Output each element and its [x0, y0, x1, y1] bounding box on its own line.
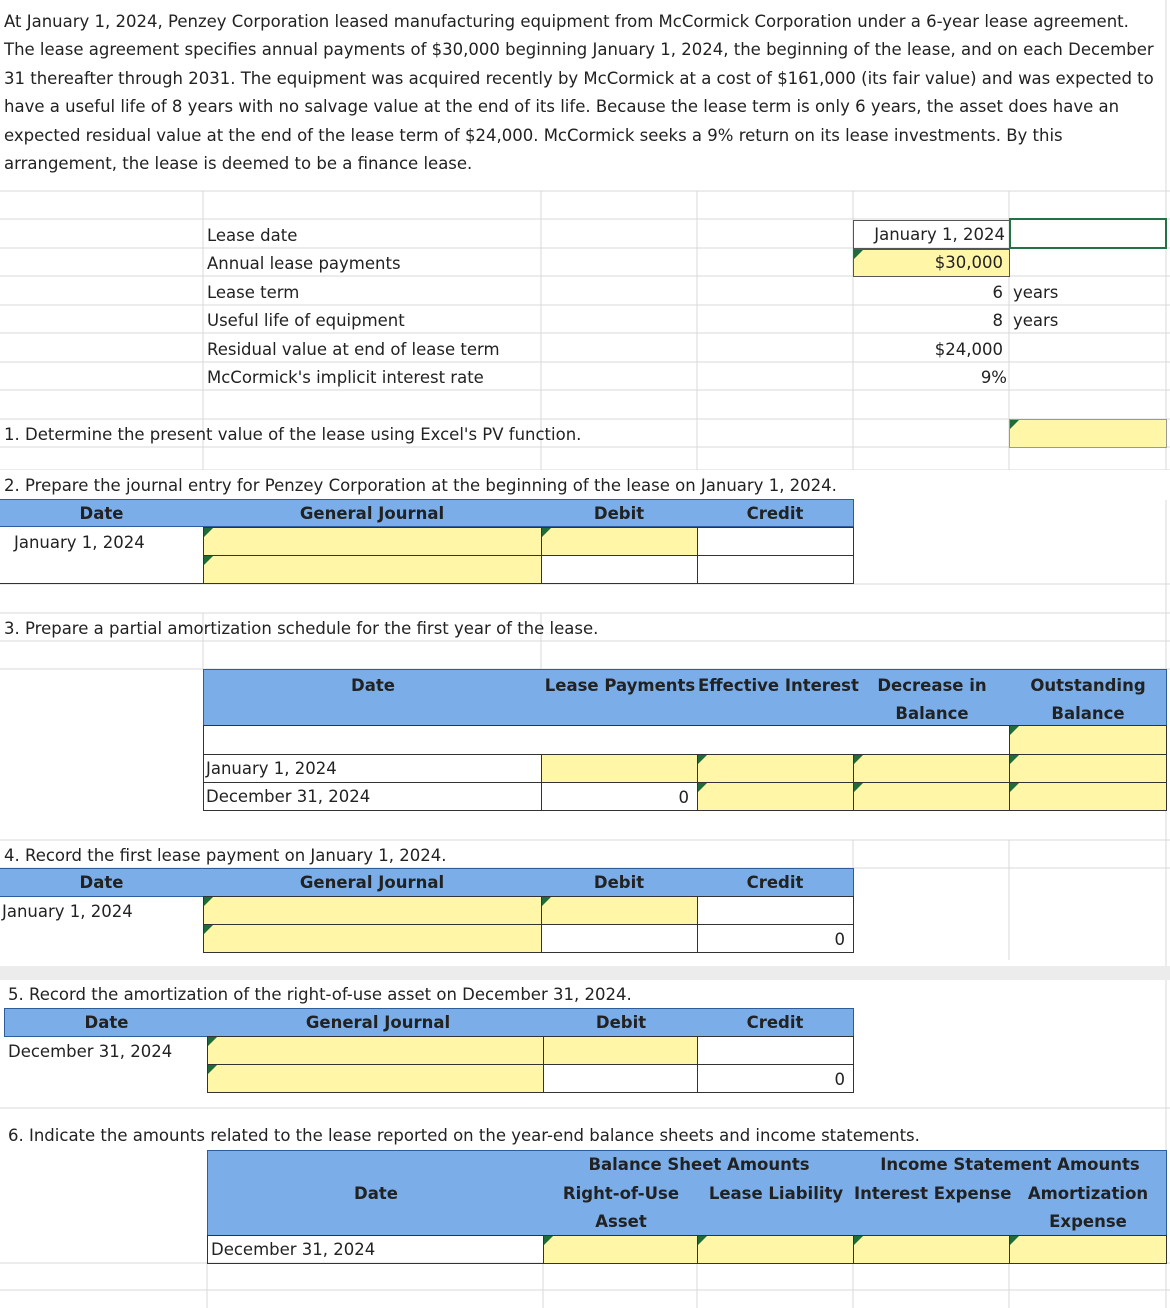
q3-row-1-balance-input[interactable] [1009, 754, 1167, 783]
q6-h-date: Date [354, 1184, 398, 1203]
q2-credit-1-cell[interactable] [697, 527, 854, 556]
q5-credit-2-zero: 0 [834, 1070, 845, 1089]
q6-amortization-expense-input[interactable] [1009, 1235, 1167, 1264]
q6-header [207, 1150, 1167, 1236]
q6-text: 6. Indicate the amounts related to the lease reported on the year-end balance sheets and income statements. [8, 1126, 920, 1145]
q5-debit-1-input[interactable] [543, 1036, 698, 1065]
q4-account-2-input[interactable] [203, 924, 542, 953]
q2-text: 2. Prepare the journal entry for Penzey Corporation at the beginning of the lease on January 1, 2024. [4, 476, 837, 495]
q4-text: 4. Record the first lease payment on January 1, 2024. [4, 846, 447, 865]
q6-h-rou-2: Asset [595, 1212, 647, 1231]
active-cell-selection[interactable] [1009, 218, 1167, 249]
q5-account-2-input[interactable] [207, 1064, 544, 1093]
rate-value: 9% [980, 368, 1007, 387]
q4-h-date: Date [79, 873, 124, 892]
q5-header-row [4, 1008, 854, 1037]
q3-row-2-decrease-input[interactable] [853, 782, 1010, 811]
problem-statement: At January 1, 2024, Penzey Corporation leased manufacturing equipment from McCormick Corporation under a 6-year lease agreement. The lease agreement specifies annual payments of $30,000 beginning January 1, 2024, the beginning of the lease, and on each December 31 thereafter through 2031. The equipment was acquired recently by McCormick at a cost of $161,000 (its fair value) and was expected to have a useful life of 8 years with no salvage value at the end of its life. Because the lease term is only 6 years, the asset does have an expected residual value at the end of the lease term of $24,000. McCormick seeks a 9% return on its lease investments. By this arrangement, the lease is deemed to be a finance lease. [4, 12, 1154, 174]
q4-h-debit: Debit [593, 873, 645, 892]
q6-interest-expense-input[interactable] [853, 1235, 1010, 1264]
q6-lease-liability-input[interactable] [697, 1235, 854, 1264]
q2-h-debit: Debit [593, 504, 645, 523]
section-divider [0, 966, 1170, 980]
payments-label: Annual lease payments [207, 254, 401, 273]
q6-date-cell [207, 1235, 544, 1264]
q2-debit-2-cell[interactable] [541, 555, 698, 584]
q5-h-date: Date [84, 1013, 129, 1032]
q3-text: 3. Prepare a partial amortization schedule for the first year of the lease. [4, 619, 599, 638]
q6-rou-asset-input[interactable] [543, 1235, 698, 1264]
q1-text: 1. Determine the present value of the lease using Excel's PV function. [4, 425, 582, 444]
q3-h-payments: Lease Payments [544, 676, 696, 695]
q2-date: January 1, 2024 [14, 533, 145, 552]
q3-row-1-date-cell [203, 754, 542, 783]
q5-debit-2-cell[interactable] [543, 1064, 698, 1093]
q3-h-decrease-2: Balance [895, 704, 969, 723]
q4-account-1-input[interactable] [203, 896, 542, 925]
payments-value: $30,000 [934, 253, 1003, 272]
q3-h-decrease-1: Decrease in [877, 676, 987, 695]
q4-credit-2-cell[interactable] [697, 924, 854, 953]
q4-debit-2-cell[interactable] [541, 924, 698, 953]
q3-row-2-date: December 31, 2024 [206, 787, 371, 806]
q3-row-2-interest-input[interactable] [697, 782, 854, 811]
life-value: 8 [992, 311, 1003, 330]
pv-answer-input[interactable] [1009, 419, 1167, 448]
q3-row-1-payment-input[interactable] [541, 754, 698, 783]
q6-group-income-statement: Income Statement Amounts [880, 1155, 1140, 1174]
q5-text: 5. Record the amortization of the right-of-use asset on December 31, 2024. [8, 985, 632, 1004]
q3-row-2-balance-input[interactable] [1009, 782, 1167, 811]
q2-header-row [0, 499, 854, 527]
q2-h-credit: Credit [746, 504, 804, 523]
q6-h-interest: Interest Expense [854, 1184, 1012, 1203]
q2-account-1-input[interactable] [203, 527, 542, 556]
residual-value: $24,000 [934, 340, 1003, 359]
q4-h-journal: General Journal [299, 873, 445, 892]
q2-date-underline [0, 583, 203, 584]
term-unit: years [1013, 283, 1059, 302]
q5-account-1-input[interactable] [207, 1036, 544, 1065]
q4-h-credit: Credit [746, 873, 804, 892]
q3-row-2-payment-zero: 0 [678, 788, 689, 807]
q3-h-outstanding-1: Outstanding [1030, 676, 1146, 695]
q3-header-row [203, 669, 1167, 726]
q3-row-2-date-cell [203, 782, 542, 811]
q5-h-journal: General Journal [305, 1013, 451, 1032]
q6-h-amort-2: Expense [1049, 1212, 1127, 1231]
q3-row-1-interest-input[interactable] [697, 754, 854, 783]
term-value: 6 [992, 283, 1003, 302]
life-label: Useful life of equipment [207, 311, 405, 330]
q3-row-2-payment-cell[interactable] [541, 782, 698, 811]
q5-h-debit: Debit [595, 1013, 647, 1032]
q5-credit-2-cell[interactable] [697, 1064, 854, 1093]
q4-header-row [0, 868, 854, 897]
q2-h-date: Date [79, 504, 124, 523]
q5-credit-1-cell[interactable] [697, 1036, 854, 1065]
lease-date-cell[interactable] [853, 220, 1010, 249]
lease-date-value: January 1, 2024 [874, 225, 1005, 244]
q2-h-journal: General Journal [299, 504, 445, 523]
q5-date: December 31, 2024 [8, 1042, 173, 1061]
q4-debit-1-input[interactable] [541, 896, 698, 925]
q6-h-rou-1: Right-of-Use [562, 1184, 680, 1203]
q2-debit-1-input[interactable] [541, 527, 698, 556]
term-label: Lease term [207, 283, 300, 302]
q6-group-balance-sheet: Balance Sheet Amounts [588, 1155, 810, 1174]
q4-credit-1-cell[interactable] [697, 896, 854, 925]
lease-date-label: Lease date [207, 226, 298, 245]
q2-account-2-input[interactable] [203, 555, 542, 584]
q3-row-1-date: January 1, 2024 [206, 759, 337, 778]
q4-date: January 1, 2024 [2, 902, 133, 921]
q6-date: December 31, 2024 [211, 1240, 376, 1259]
q3-h-interest: Effective Interest [698, 676, 859, 695]
q4-credit-2-zero: 0 [834, 930, 845, 949]
q3-opening-balance-input[interactable] [1009, 725, 1167, 755]
q6-h-amort-1: Amortization [1027, 1184, 1149, 1203]
q3-h-date: Date [351, 676, 395, 695]
payments-cell[interactable] [853, 249, 1010, 277]
life-unit: years [1013, 311, 1059, 330]
q6-h-liability: Lease Liability [708, 1184, 844, 1203]
rate-label: McCormick's implicit interest rate [207, 368, 484, 387]
q3-blank-row [203, 725, 1010, 755]
q2-credit-2-cell[interactable] [697, 555, 854, 584]
q5-h-credit: Credit [746, 1013, 804, 1032]
residual-label: Residual value at end of lease term [207, 340, 500, 359]
q3-h-outstanding-2: Balance [1051, 704, 1125, 723]
q3-row-1-decrease-input[interactable] [853, 754, 1010, 783]
